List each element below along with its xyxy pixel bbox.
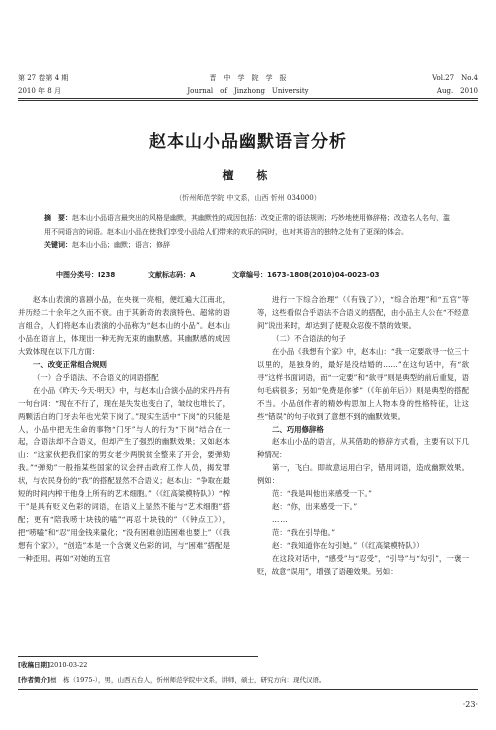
footer-rule bbox=[18, 656, 258, 657]
bio-text: 檀 栋（1975-），男，山西五台人，忻州师范学院中文系，讲师，硕士，研究方向：现代汉语。 bbox=[49, 676, 326, 684]
body-column-right bbox=[257, 294, 469, 579]
article-author: 檀 栋 bbox=[222, 169, 274, 182]
header-vol-en: Vol.27 No.4 bbox=[432, 74, 478, 82]
keywords-label: 关键词： bbox=[44, 241, 72, 249]
articleno-value: 1673-1808(2010)04-0023-03 bbox=[267, 271, 380, 279]
doccode-value: A bbox=[190, 271, 196, 279]
header-volume: 第 27 卷第 4 期 bbox=[18, 74, 69, 82]
footer-bottom-rule bbox=[18, 689, 478, 690]
abstract-label: 摘 要： bbox=[44, 214, 72, 222]
articleno-label: 文章编号： bbox=[232, 271, 267, 279]
received-date bbox=[18, 660, 478, 669]
abstract-text: 赵本山小品语言最突出的风格是幽默，其幽默性的成因包括：改变正常的语法规则；巧妙地使用修辞格；改造名人名句，滥用不同语言的词语。赵本山小品在使我们享受小品给人们带来的欢乐的同时，也对其语言的独特之处有了更深的体会。 bbox=[44, 214, 450, 236]
author-bio bbox=[18, 675, 478, 684]
received-label: [收稿日期] bbox=[18, 661, 50, 669]
header-date-en: Aug. 2010 bbox=[436, 87, 478, 95]
body-paragraph: 范：“我在引导他。” bbox=[272, 528, 335, 538]
article-affiliation: （忻州师范学院 中文系，山西 忻州 034000） bbox=[175, 194, 321, 202]
section-heading: 二、巧用修辞格 bbox=[272, 424, 324, 434]
body-paragraph: 进行一下综合治理”（《有钱了》），“综合治理”和“五官”等等，这些看似合乎语法不合语义的搭配，由小品主人公在“不经意间”说出来时，却达到了使观众忍俊不禁的效果。 bbox=[257, 295, 469, 330]
keywords-text: 赵本山小品；幽默；语言；修辞 bbox=[72, 241, 170, 249]
header-rule-thin bbox=[18, 100, 478, 101]
received-value: 2010-03-22 bbox=[49, 661, 88, 669]
article-title: 赵本山小品幽默语言分析 bbox=[149, 132, 347, 152]
body-paragraph: …… bbox=[272, 515, 289, 525]
header-date: 2010 年 8 月 bbox=[18, 87, 61, 95]
clc-code bbox=[56, 270, 115, 280]
body-paragraph: 赵本山小品的语言，从其借助的修辞方式看，主要有以下几种情况： bbox=[257, 437, 469, 460]
body-paragraph: 赵：“我知道你在勾引她。”（《红高粱模特队》） bbox=[272, 541, 424, 551]
bio-label: [作者简介] bbox=[18, 676, 50, 684]
clc-label: 中图分类号： bbox=[56, 271, 98, 279]
body-paragraph: （二）不合语法的句子 bbox=[272, 333, 346, 343]
body-column-left bbox=[18, 294, 230, 566]
body-paragraph: 赵本山表演的喜剧小品，在央视一亮相，便红遍大江南北，并历经二十余年之久而不衰。由于其新奇的表演特色、超常的语言组合，人们将赵本山表演的小品称为“赵本山的小品”。赵本山小品在语言上，体现出一种无拘无束的幽默感。其幽默感的成因大致体现在以下几方面： bbox=[18, 295, 230, 356]
section-heading: 一、改变正常组合规则 bbox=[33, 359, 107, 369]
clc-value: I238 bbox=[98, 271, 116, 279]
doc-code bbox=[148, 270, 195, 280]
header-journal-cn: 晋 中 学 院 学 报 bbox=[209, 74, 287, 82]
header-journal-en: Journal of Jinzhong University bbox=[187, 87, 309, 95]
article-number bbox=[232, 270, 380, 280]
body-paragraph: 在小品《昨天·今天·明天》中，与赵本山合演小品的宋丹丹有一句台词：“现在不行了，现在是失发也变白了，皱纹也堆长了，两颗活白的门牙去年也光荣下岗了。”现实生活中“下岗”的只能是人，小品中把无生命的事物“门牙”与人的行为“下岗”结合在一起，合语法却不合语义，但却产生了强烈的幽默效果；又如赵本山：“这家伙把我们家的男女老少两脱贫全整来了开会，要弹劾我。”“弹劾”一般指某些国家的议会抨击政府工作人员，揭发罪状，与农民身份的“我”的搭配显然不合语义；赵本山：“争取在最短的时间内榨干他身上所有的艺术细胞。”（《红高粱模特队》）“榨干”是具有贬义色彩的词语，在语义上显然不能与“艺术细胞”搭配；更有“陪我唠十块钱的嗑”“再忍十块钱的”（《钟点工》），把“唠嗑”和“忍”用金钱来量化；“没有困难创造困难也要上”（《我想有个家》），“创造”本是一个含褒义色彩的词，与“困难”搭配是一种歪用。再如“对她的五官 bbox=[18, 385, 230, 564]
body-paragraph: 在这段对话中，“感受”与“忍受”，“引导”与“勾引”，一褒一贬，故意“误用”，增强了语趣效果。另如： bbox=[257, 554, 469, 577]
abstract bbox=[44, 212, 454, 253]
header-rule bbox=[18, 98, 478, 99]
page-number: ·23· bbox=[462, 700, 478, 709]
doccode-label: 文献标志码： bbox=[148, 271, 190, 279]
body-paragraph: 第一，飞白。即故意运用白字，错用词语，造成幽默效果。例如： bbox=[257, 463, 469, 486]
body-paragraph: 赵：“你，出来感受一下。” bbox=[272, 502, 358, 512]
body-paragraph: 范：“我是叫他出来感受一下。” bbox=[272, 489, 372, 499]
body-paragraph: （一）合乎语法、不合语义的词语搭配 bbox=[33, 372, 159, 382]
body-paragraph: 在小品《我想有个家》中，赵本山：“我一定要欲寻一位三十以里的，是独身的，最好是没结婚的……”在这句话中，有“欲寻”这样书面词语，而“一定要”和“欲寻”则是典型的前后重复，语句毛病很多；另如“免费是你爹”（《年前年后》）则是典型的搭配不当。小品创作者的精妙构思加上人物本身的性格特征，让这些“错误”的句子收到了意想不到的幽默效果。 bbox=[257, 346, 469, 421]
